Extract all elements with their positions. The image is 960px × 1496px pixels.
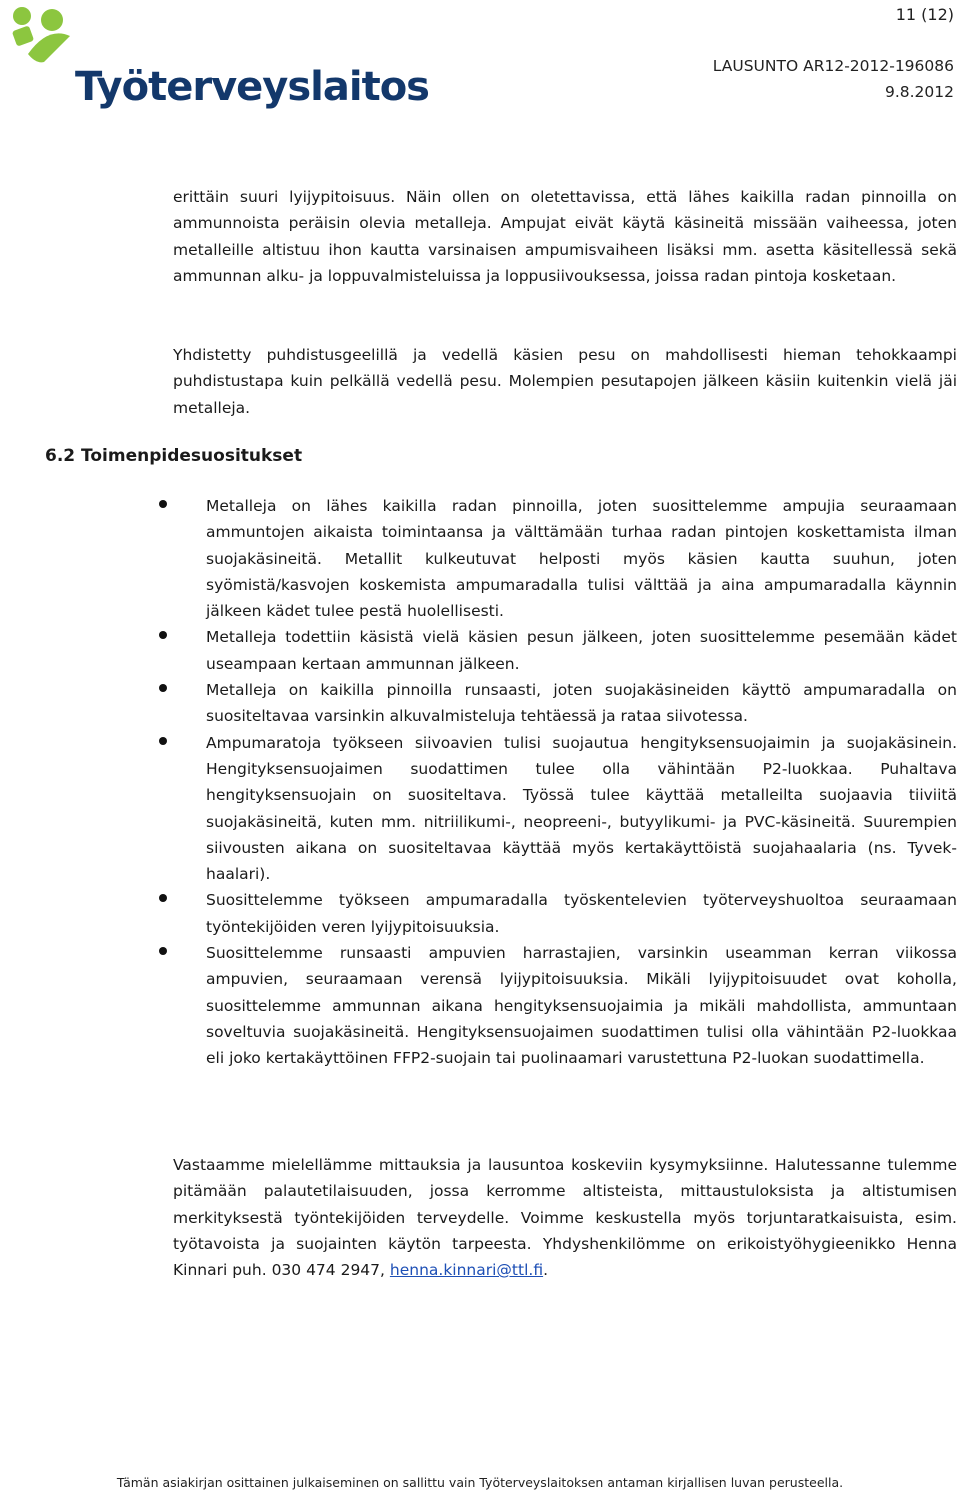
section-heading: 6.2 Toimenpidesuositukset <box>45 446 303 466</box>
list-item <box>159 940 957 1071</box>
bullet-icon <box>159 631 167 639</box>
list-item-text: Suosittelemme runsaasti ampuvien harrastajien, varsinkin useamman kerran viikossa ampuvien, seuraamaan verensä lyijypitoisuuksia. Mikäli lyijypitoisuudet ovat koholla, suosittelemme ammunnan aikana hengityksensuojaimia ja mikäli mahdollista, ammuntaan soveltuvia suojakäsineitä. Hengityksensuojaimen suodattimen tulisi olla vähintään P2-luokkaa eli joko kertakäyttöinen FFP2-suojain tai puolinaamari varustettuna P2-luokan suodattimella. <box>206 944 957 1068</box>
paragraph-2: Yhdistetty puhdistusgeelillä ja vedellä käsien pesu on mahdollisesti hieman tehokkaampi puhdistustapa kuin pelkällä vedellä pesu. Molempien pesutapojen jälkeen käsiin kuitenkin vielä jäi metalleja. <box>173 346 957 417</box>
footer-notice: Tämän asiakirjan osittainen julkaiseminen on sallittu vain Työterveyslaitoksen antaman kirjallisen luvan perusteella. <box>116 1475 844 1490</box>
bullet-icon <box>159 947 167 955</box>
list-item-text: Suosittelemme työkseen ampumaradalla työskentelevien työterveyshuoltoa seuraamaan työntekijöiden veren lyijypitoisuuksia. <box>206 891 957 936</box>
closing-paragraph <box>173 1152 957 1283</box>
bullet-icon <box>159 737 167 745</box>
list-item <box>159 677 957 730</box>
list-item <box>159 887 957 940</box>
list-item-text: Metalleja todettiin käsistä vielä käsien pesun jälkeen, joten suosittelemme pesemään kädet useampaan kertaan ammunnan jälkeen. <box>206 628 957 673</box>
organization-logo <box>8 6 429 110</box>
logo-wordmark: Työterveyslaitos <box>75 64 429 110</box>
bullet-icon <box>159 894 167 902</box>
list-item <box>159 624 957 677</box>
paragraph-1: erittäin suuri lyijypitoisuus. Näin ollen on oletettavissa, että lähes kaikilla radan pinnoilla on ammunnoista peräisin olevia metalleja. Ampujat eivät käytä käsineitä missään vaiheessa, joten metalleille altistuu ihon kautta varsinaisen ampumisvaiheen lisäksi mm. asetta käsitellessä sekä ammunnan alku- ja loppuvalmisteluissa ja loppusiivouksessa, joissa radan pintoja kosketaan. <box>173 188 957 285</box>
bullet-icon <box>159 500 167 508</box>
list-item <box>159 493 957 624</box>
list-item <box>159 730 957 888</box>
closing-text: Vastaamme mielellämme mittauksia ja lausuntoa koskeviin kysymyksiinne. Halutessanne tulemme pitämään palautetilaisuuden, jossa kerromme altisteista, mittaustuloksista ja altistumisen merkityksestä työntekijöiden terveydelle. Voimme keskustella myös torjuntaratkaisuista, esim. työtavoista ja suojainten käytön tarpeesta. Yhdyshenkilömme on erikoistyöhygieenikko Henna Kinnari puh. 030 474 2947, <box>173 1156 957 1280</box>
list-item-text: Metalleja on lähes kaikilla radan pinnoilla, joten suosittelemme ampujia seuraamaan ammuntojen aikaista toimintaansa ja välttämään turhaa radan pintojen koskettamista ilman suojakäsineitä. Metallit kulkeutuvat helposti myös käsien kautta suuhun, joten syömistä/kasvojen koskemista ampumaradalla tulisi välttää ja aina ampumaradalla käynnin jälkeen kädet tulee pestä huolellisesti. <box>206 497 957 621</box>
recommendations-list <box>159 493 957 1072</box>
list-item-text: Ampumaratoja työkseen siivoavien tulisi suojautua hengityksensuojaimin ja suojakäsinein. Hengityksensuojaimen suodattimen tulee olla vähintään P2-luokkaa. Puhaltava hengityksensuojain on suositeltava. Työssä tulee käyttää metalleilta suojaavia tiiviitä suojakäsineitä, kuten mm. nitriilikumi-, neopreeni-, butyylikumi- ja PVC-käsineitä. Suurempien siivousten aikana on suositeltavaa käyttää myös kertakäyttöistä suojahaalaria (ns. Tyvek-haalari). <box>206 733 957 884</box>
logo-emblem-icon <box>8 6 78 66</box>
document-date: 9.8.2012 <box>884 83 954 101</box>
document-reference: LAUSUNTO AR12-2012-196086 <box>712 57 954 75</box>
page-number: 11 (12) <box>895 5 954 24</box>
contact-email-link[interactable]: henna.kinnari@ttl.fi <box>389 1261 544 1280</box>
closing-end: . <box>543 1261 549 1280</box>
list-item-text: Metalleja on kaikilla pinnoilla runsaasti, joten suojakäsineiden käyttö ampumaradalla on suositeltavaa varsinkin alkuvalmisteluja tehtäessä ja rataa siivotessa. <box>206 681 957 726</box>
bullet-icon <box>159 684 167 692</box>
